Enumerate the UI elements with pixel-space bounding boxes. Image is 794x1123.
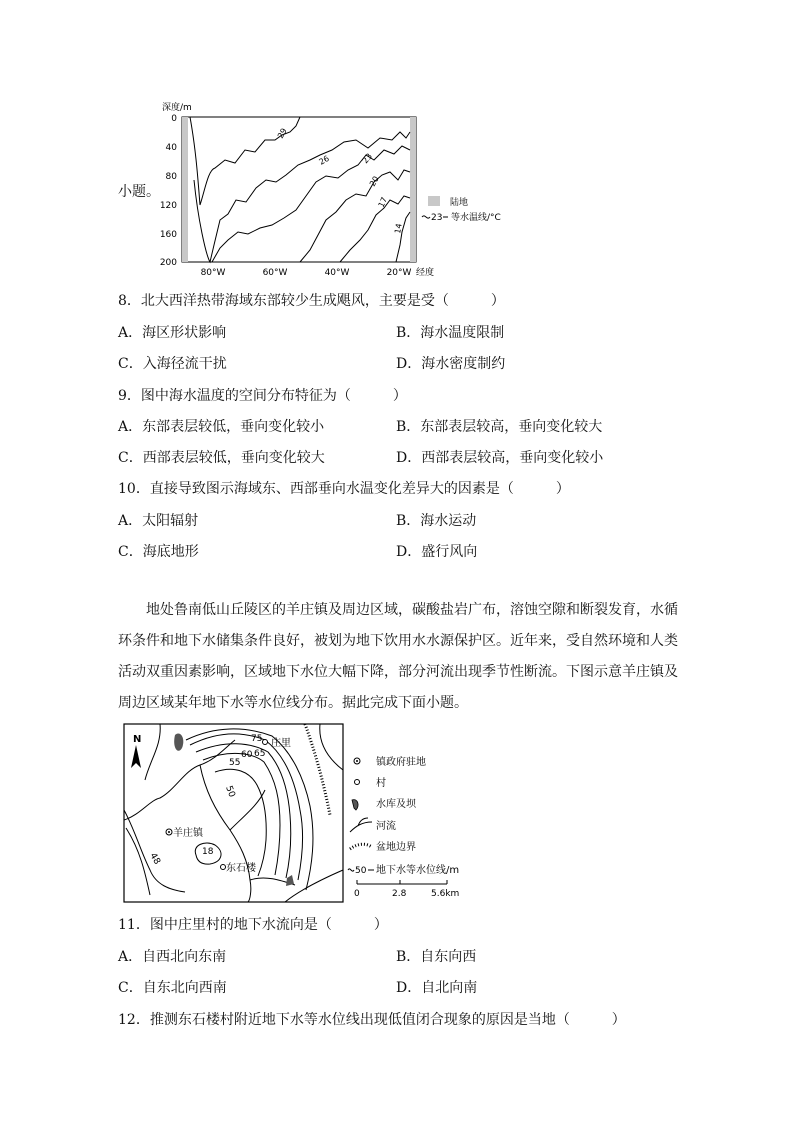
contour-label-75: 75 [251, 734, 263, 744]
map-frame [124, 724, 343, 902]
legend-basin-label: 盆地边界 [376, 842, 416, 853]
label-yangzhuang: 羊庄镇 [173, 828, 203, 839]
river-southwest [124, 810, 185, 892]
ytick-80: 80 [165, 172, 177, 182]
isotherm-26 [194, 132, 410, 262]
fig1-land-east [410, 117, 416, 262]
ytick-120: 120 [159, 201, 177, 211]
contour-60 [196, 744, 291, 878]
label-17: 17 [376, 195, 390, 209]
reservoir-north [174, 733, 183, 750]
fig1-land-west [182, 117, 188, 262]
river-main-north [124, 740, 235, 820]
fig1-isotherms [190, 117, 410, 262]
scale-label-5-6: 5.6km [431, 889, 460, 899]
label-14: 14 [393, 222, 404, 235]
fig1-ylabel: 深度/m [162, 103, 192, 113]
legend-village-label: 村 [376, 778, 386, 789]
label-29: 29 [275, 126, 289, 140]
legend-river-label: 河流 [376, 821, 396, 832]
contour-label-50: 50 [223, 784, 237, 799]
contour-label-60: 60 [241, 750, 253, 760]
scale-label-2-8: 2.8 [392, 889, 407, 899]
contour-label-55: 55 [229, 758, 241, 768]
q9-option-d[interactable]: D．西部表层较高，垂向变化较小 [396, 450, 604, 466]
legend-contour-value: 50 [355, 866, 367, 876]
ytick-200: 200 [159, 258, 177, 268]
legend-basin-icon [350, 844, 372, 849]
legend-village-icon [355, 780, 360, 785]
xtick-60w: 60°W [262, 268, 288, 278]
legend-contour-label: 地下水等水位线/m [376, 865, 460, 876]
q8-stem: 8．北大西洋热带海域东部较少生成飓风，主要是受（ ） [118, 293, 505, 309]
q11-option-c[interactable]: C．自东北向西南 [118, 980, 227, 996]
q12-stem: 12．推测东石楼村附近地下水等水位线出现低值闭合现象的原因是当地（ ） [118, 1012, 626, 1028]
ytick-40: 40 [165, 143, 177, 153]
legend-isotherm-value: 23 [431, 213, 443, 223]
fig1-isotherm-labels [276, 127, 404, 235]
xtick-80w: 80°W [200, 268, 226, 278]
north-label: N [133, 734, 142, 745]
legend-isotherm-label: 等水温线/°C [451, 213, 501, 223]
map-rivers [124, 724, 343, 902]
scale-label-0: 0 [354, 889, 360, 899]
legend-isotherm-symbol [422, 216, 430, 218]
ytick-0: 0 [171, 114, 177, 124]
town-gov-dot-yangzhuang [168, 831, 170, 833]
legend-gov-label: 镇政府驻地 [376, 757, 426, 768]
contour-label-65: 65 [254, 749, 266, 759]
legend-land-label: 陆地 [450, 198, 469, 208]
q8-option-b[interactable]: B．海水温度限制 [396, 325, 505, 341]
contour-labels [147, 734, 265, 867]
fig1-frame [182, 117, 416, 262]
ocean-temperature-section-chart [110, 96, 530, 282]
contour-50 [215, 769, 266, 876]
legend-reservoir-label: 水库及坝 [376, 799, 416, 810]
contour-label-18: 18 [202, 847, 214, 857]
q10-option-d[interactable]: D．盛行风向 [396, 544, 478, 560]
q8-option-d[interactable]: D．海水密度制约 [396, 356, 506, 372]
q8-option-a[interactable]: A．海区形状影响 [118, 325, 227, 341]
q11-stem: 11．图中庄里村的地下水流向是（ ） [118, 917, 388, 933]
legend-reservoir-icon [352, 800, 358, 810]
river-central [200, 765, 251, 902]
river-nw [145, 724, 160, 780]
groundwater-contour-map [120, 720, 480, 906]
q9-option-c[interactable]: C．西部表层较低，垂向变化较大 [118, 450, 325, 466]
isotherm-14 [396, 212, 410, 262]
label-23: 23 [360, 151, 375, 166]
legend-river-icon [350, 818, 372, 832]
q9-option-a[interactable]: A．东部表层较低，垂向变化较小 [118, 419, 325, 435]
intro-tail-text: 小题。 [118, 184, 160, 200]
q11-option-b[interactable]: B．自东向西 [396, 949, 477, 965]
fig1-xticks [201, 266, 434, 278]
label-zhuangli: 庄里 [271, 738, 291, 749]
river-tributary [230, 790, 265, 830]
xtick-20w: 20°W [386, 268, 412, 278]
legend-land-swatch [428, 196, 440, 206]
q10-option-a[interactable]: A．太阳辐射 [118, 513, 199, 529]
xtick-40w: 40°W [324, 268, 350, 278]
reading-passage: 地处鲁南低山丘陵区的羊庄镇及周边区域，碳酸盐岩广布，溶蚀空隙和断裂发育，水循环条件和地下水储集条件良好，被划为地下饮用水水源保护区。近年来，受自然环境和人类活动双重因素影响，区域地下水位大幅下降，部分河流出现季节性断流。下图示意羊庄镇及周边区域某年地下水等水位线分布。据此完成下面小题。 [118, 602, 678, 711]
isotherm-20 [300, 170, 410, 262]
legend-contour-icon [348, 869, 354, 871]
village-symbol-dongshilou [221, 865, 226, 870]
q11-option-d[interactable]: D．自北向南 [396, 980, 478, 996]
q9-option-b[interactable]: B．东部表层较高，垂向变化较大 [396, 419, 603, 435]
q10-stem: 10．直接导致图示海域东、西部垂向水温变化差异大的因素是（ ） [118, 481, 570, 497]
q11-option-a[interactable]: A．自西北向东南 [118, 949, 227, 965]
contour-label-48: 48 [147, 851, 162, 867]
map-legend [348, 755, 459, 899]
q8-option-c[interactable]: C．入海径流干扰 [118, 356, 227, 372]
north-arrow-icon [131, 745, 141, 768]
label-20: 20 [367, 174, 381, 188]
label-26: 26 [317, 153, 331, 167]
fig1-yticks [160, 114, 177, 268]
q10-option-b[interactable]: B．海水运动 [396, 513, 477, 529]
q9-stem: 9．图中海水温度的空间分布特征为（ ） [118, 388, 407, 404]
river-southeast [285, 870, 343, 902]
fig1-xlabel: 经度 [415, 268, 435, 278]
village-symbol-zhuangli [263, 740, 268, 745]
ytick-160: 160 [159, 230, 177, 240]
legend-gov-dot [356, 760, 358, 762]
label-dongshilou: 东石楼 [226, 863, 256, 874]
q10-option-c[interactable]: C．海底地形 [118, 544, 199, 560]
river-northeast [320, 724, 343, 770]
